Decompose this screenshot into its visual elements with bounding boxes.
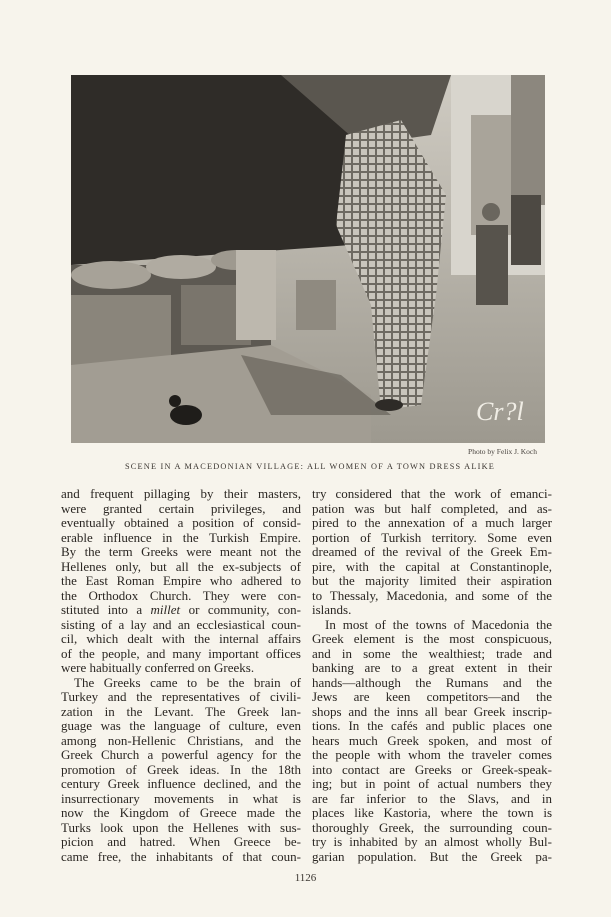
text-line: the East Roman Empire who adhered to bbox=[61, 573, 301, 588]
text-line: places like Kastoria, where the town is bbox=[312, 805, 552, 820]
text-line: now the Kingdom of Greece made the bbox=[61, 805, 301, 820]
text-line: dreamed of the revival of the Greek Em- bbox=[312, 544, 552, 559]
text-line: to Thessaly, Macedonia, and some of the bbox=[312, 587, 552, 603]
text-line: picion and hatred. When Greece be- bbox=[61, 834, 301, 849]
text-line: hears much Greek spoken, and most of bbox=[312, 732, 552, 748]
text-line: In most of the towns of Macedonia the bbox=[325, 616, 552, 632]
text-line: promotion of Greek ideas. In the 18th bbox=[61, 761, 301, 777]
text-line: of the people, and many important offices bbox=[61, 645, 301, 661]
text-line: insurrectionary movements in what is bbox=[61, 790, 301, 806]
photograph-macedonian-village bbox=[71, 75, 545, 443]
text-line: Turkey and the representatives of civili- bbox=[61, 689, 301, 704]
text-line: pire, with the capital at Constantinople, bbox=[312, 558, 552, 574]
text-line: and in some the wealthiest; trade and bbox=[312, 645, 552, 661]
photo-signature: Cr?l bbox=[476, 397, 524, 426]
text-line: banking are to a great extent in their bbox=[312, 660, 552, 675]
photo-caption: SCENE IN A MACEDONIAN VILLAGE: ALL WOMEN OF A TOWN DRESS ALIKE bbox=[124, 462, 496, 471]
text-column-left bbox=[61, 487, 301, 864]
text-line: sisting of a lay and an ecclesiastical coun- bbox=[61, 616, 301, 632]
text-line: came free, the inhabitants of that coun- bbox=[61, 848, 301, 864]
text-column-right bbox=[312, 487, 552, 864]
text-line: islands. bbox=[312, 602, 352, 617]
text-line: Turks look upon the Hellenes with sus- bbox=[61, 819, 301, 835]
text-line: ing; but in point of actual numbers they bbox=[312, 776, 552, 791]
photo-credit: Photo by Felix J. Koch bbox=[468, 447, 537, 456]
text-line: Greek element is the most conspicuous, bbox=[312, 631, 552, 646]
text-line: portion of Turkish territory. Some even bbox=[312, 529, 552, 545]
text-line: try is inhabited by an almost wholly Bul- bbox=[312, 834, 552, 849]
text-line: guage was the language of culture, even bbox=[61, 718, 301, 733]
text-line: try considered that the work of emanci- bbox=[312, 486, 552, 501]
text-line: the Orthodox Church. They were con- bbox=[61, 587, 301, 603]
text-line bbox=[61, 603, 301, 618]
text-line: cil, which dealt with the internal affairs bbox=[61, 631, 301, 646]
text-line: Jews are keen competitors—and the bbox=[312, 689, 552, 704]
text-line: The Greeks came to be the brain of bbox=[74, 674, 301, 690]
text-line: century Greek influence declined, and the bbox=[61, 776, 301, 791]
text-line: were habitually conferred on Greeks. bbox=[61, 660, 255, 675]
text-line: Greek Church a powerful agency for the bbox=[61, 747, 301, 762]
text-line: pation was but half completed, and as- bbox=[312, 500, 552, 516]
text-line: among non-Hellenic Christians, and the bbox=[61, 732, 301, 748]
italic-term: millet bbox=[150, 602, 181, 617]
text-line: pired to the annexation of a much larger bbox=[312, 515, 552, 530]
text-segment: stituted into a bbox=[61, 602, 151, 617]
text-line: erable influence in the Turkish Empire. bbox=[61, 529, 301, 545]
text-line: shops and the inns all bear Greek inscrip- bbox=[312, 703, 552, 719]
text-segment: or community, con- bbox=[180, 602, 301, 617]
text-line: hands—although the Rumans and the bbox=[312, 674, 552, 690]
text-line: garian population. But the Greek pa- bbox=[312, 848, 552, 864]
text-line: eventually obtained a position of consid- bbox=[61, 515, 301, 530]
text-line: By the term Greeks were meant not the bbox=[61, 544, 301, 559]
text-line: are far inferior to the Slavs, and in bbox=[312, 790, 552, 806]
text-line: thoroughly Greek, the surrounding coun- bbox=[312, 819, 552, 835]
text-line: were granted certain privileges, and bbox=[61, 500, 301, 516]
text-line: Hellenes only, but all the ex-subjects of bbox=[61, 558, 301, 574]
text-line: but the majority limited their aspiration bbox=[312, 573, 552, 588]
text-line: the people with whom the traveler comes bbox=[312, 747, 552, 762]
text-line: into contact are Greeks or Greek-speak- bbox=[312, 761, 552, 777]
page-number: 1126 bbox=[294, 872, 317, 884]
text-line: zation in the Levant. The Greek lan- bbox=[61, 703, 301, 719]
text-line: and frequent pillaging by their masters, bbox=[61, 486, 301, 501]
text-line: tions. In the cafés and public places one bbox=[312, 718, 552, 733]
